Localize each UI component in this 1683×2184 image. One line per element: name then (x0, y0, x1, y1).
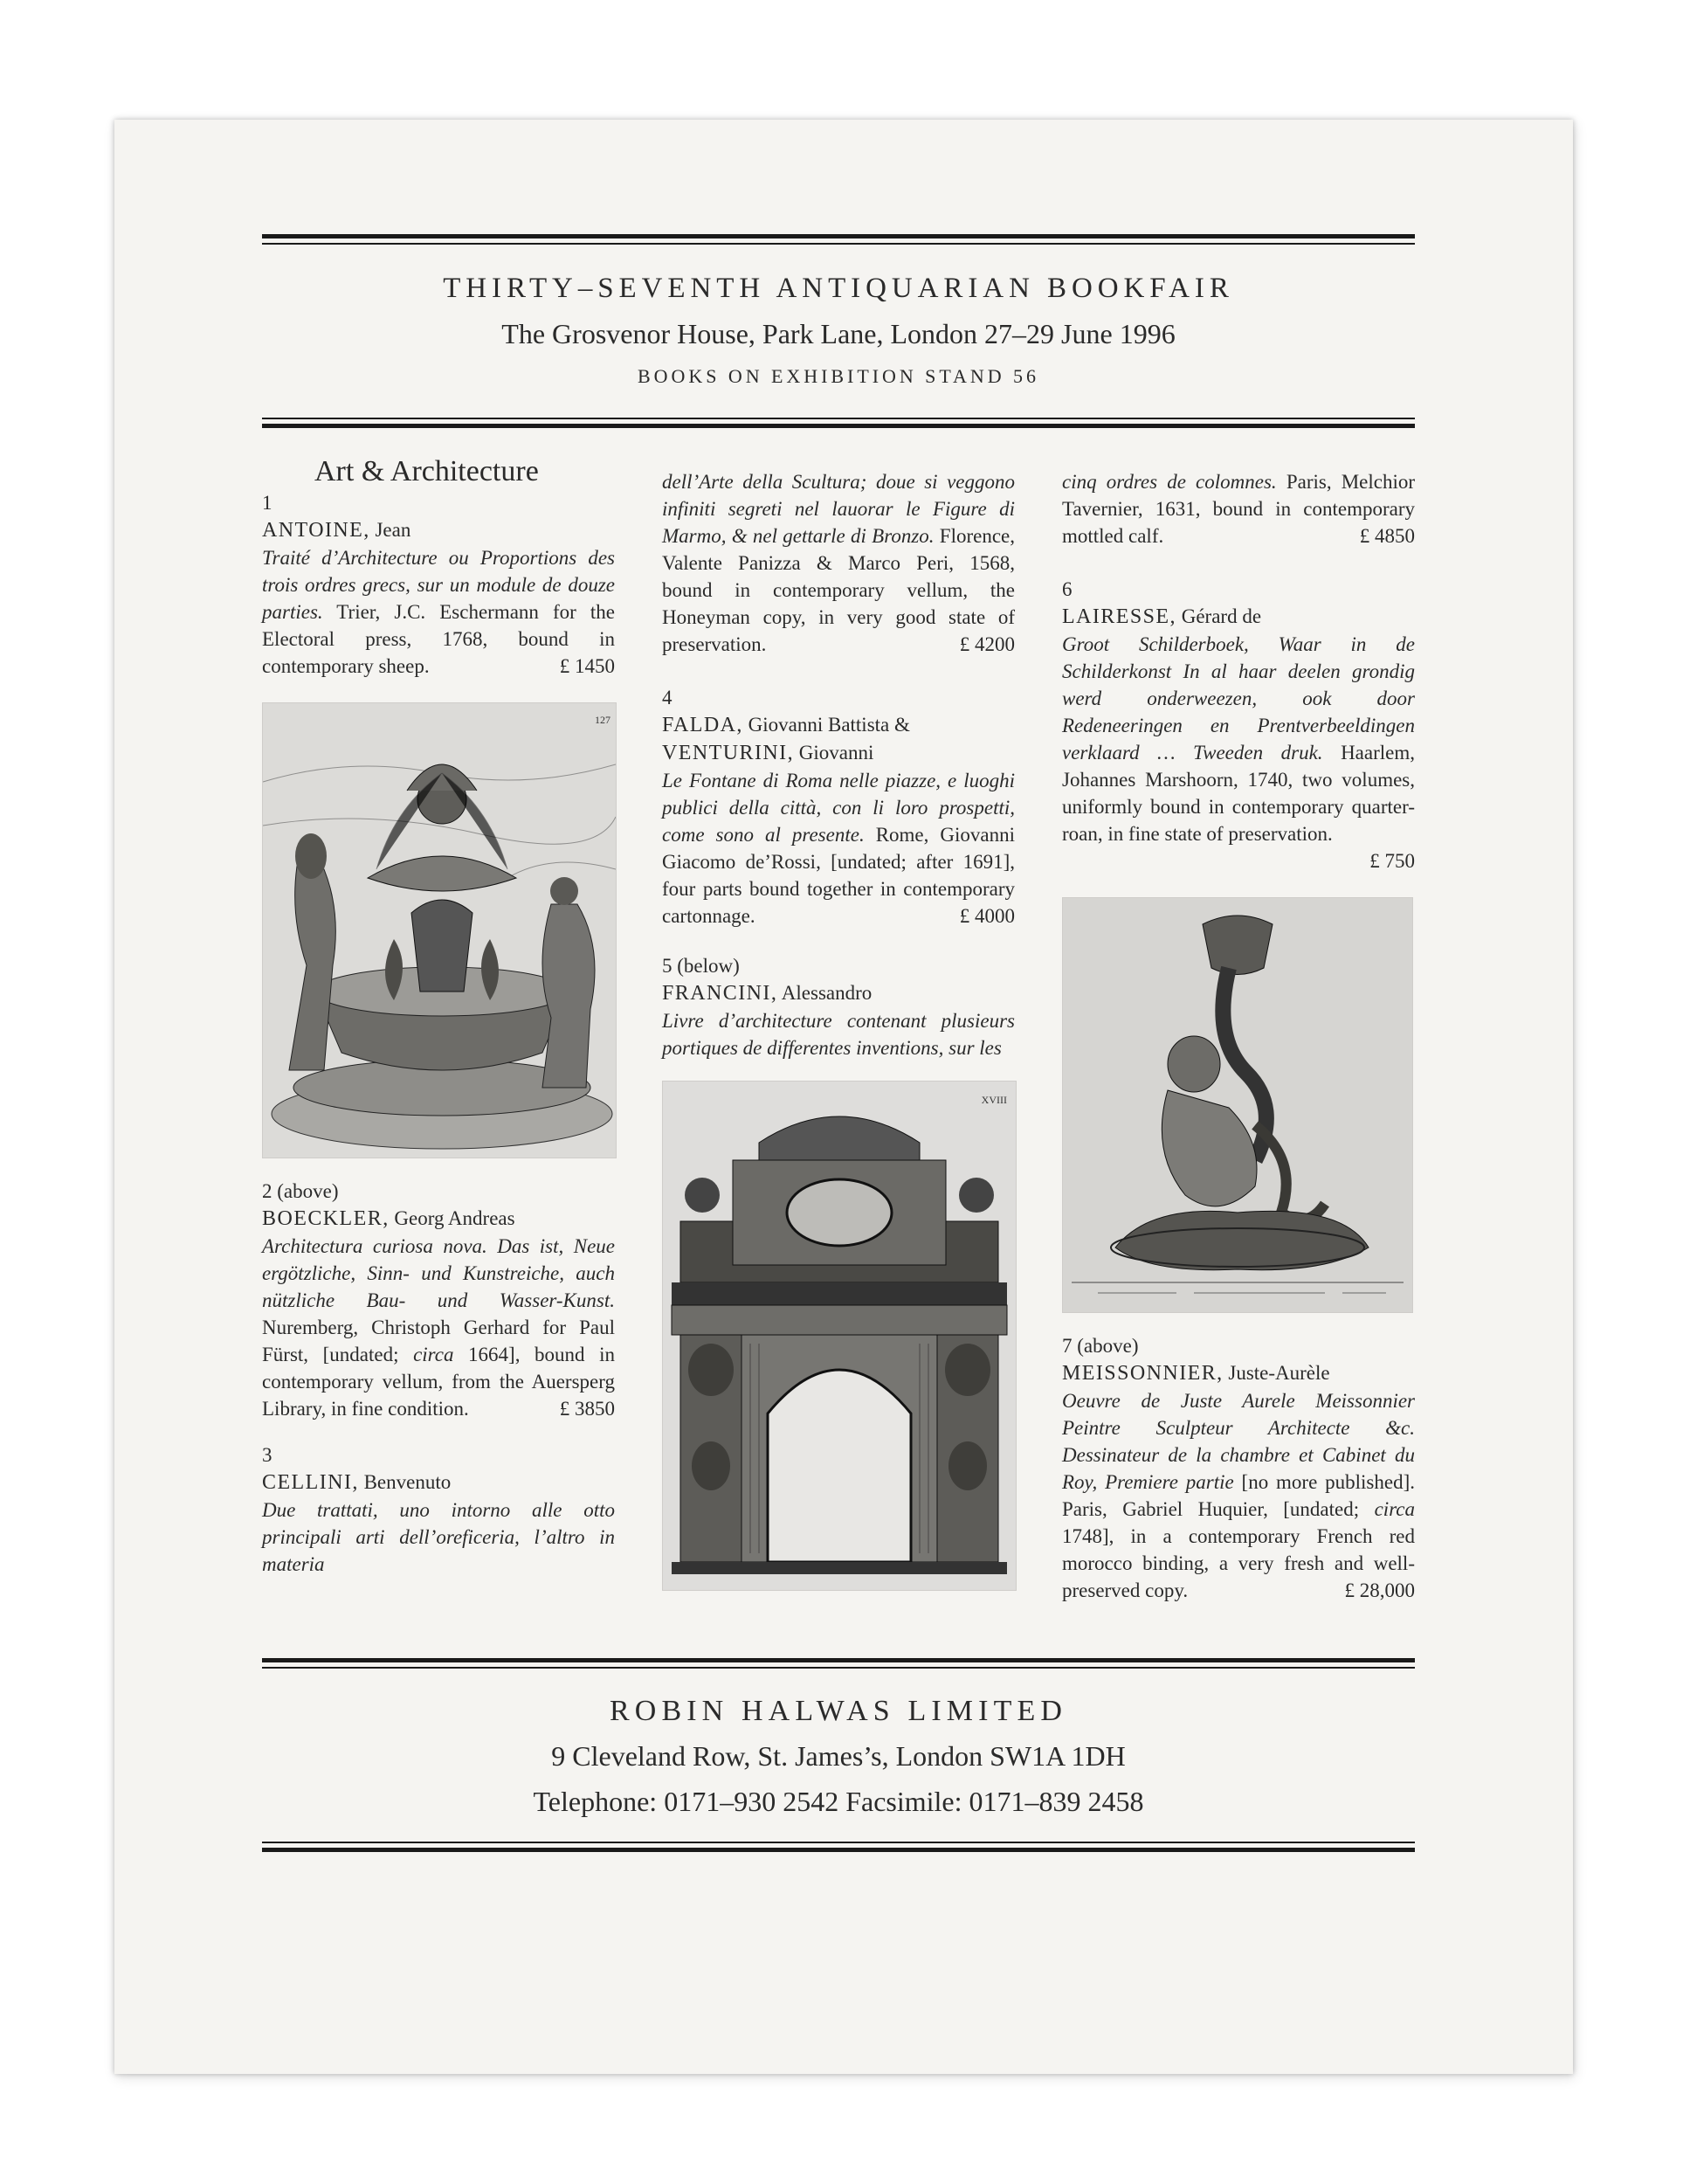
company-name: ROBIN HALWAS LIMITED (609, 1695, 1068, 1727)
stand-line: BOOKS ON EXHIBITION STAND 56 (638, 365, 1039, 387)
entry-3-title-start: Due trattati, uno intorno alle otto principali arti dell’oreficeria, l’altro in materia (262, 1499, 615, 1575)
entry-5-title-start: Livre d’architecture contenant plusieurs portiques de differentes inventions, sur les (662, 1010, 1015, 1059)
entry-1-author: ANTOINE, Jean (262, 519, 411, 542)
fair-venue: The Grosvenor House, Park Lane, London 27–29 June 1996 (501, 318, 1176, 349)
entry-3-description-cont: dell’Arte della Scultura; doue si veggono infiniti segreti nel lauorar le Figure di Marmo, & nel gettarle di Bronzo. Florence, Valente Panizza & Marco Peri, 1568, bound in contemporary vellum, the Honeyman copy, in very good state of preservation. £ 4200 (662, 468, 1015, 658)
candlestick-illustration (1063, 898, 1412, 1312)
entry-1-description: Traité d’Architecture ou Proportions des trois ordres grecs, sur un module de douze parties. Trier, J.C. Eschermann for the Electoral press, 1768, bound in contemporary sheep. £ 1450 (262, 544, 615, 680)
entry-6-number: 6 (1062, 578, 1073, 600)
entry-7-price: £ 28,000 (1344, 1579, 1415, 1601)
column-left (262, 454, 615, 1578)
entry-1-price: £ 1450 (559, 655, 615, 677)
entry-2-author: BOECKLER, Georg Andreas (262, 1207, 515, 1230)
entry-3-price: £ 4200 (959, 633, 1015, 655)
entry-5-price: £ 4850 (1359, 525, 1415, 547)
column-middle (662, 468, 1015, 1591)
footer-bottom-rule (262, 1842, 1415, 1852)
section-title: Art & Architecture (314, 455, 539, 487)
entry-5-number: 5 (below) (662, 955, 740, 977)
fountain-illustration (263, 703, 616, 1158)
portico-engraving (662, 1081, 1017, 1591)
entry-2-number: 2 (above) (262, 1180, 339, 1202)
column-right (1062, 468, 1415, 1604)
entry-7-description: Oeuvre de Juste Aurele Meissonnier Peintre Sculpteur Architecte &c. Dessinateur de la chambre et Cabinet du Roy, Premiere partie [no more published]. Paris, Gabriel Huquier, [undated; circa 1748], in a contemporary French red morocco binding, a very fresh and well-preserved copy. £ 28,000 (1062, 1387, 1415, 1604)
entry-2-price: £ 3850 (559, 1398, 615, 1420)
entry-6-description: Groot Schilderboek, Waar in de Schilderkonst In al haar deelen grondig werd onderweezen, ook door Redeneeringen en Prentverbeeldingen verklaard … Tweeden druk. Haarlem, Johannes Marshoorn, 1740, two volumes, uniformly bound in contemporary quarter-roan, in fine state of preservation. (1062, 633, 1415, 845)
portico-illustration (663, 1082, 1016, 1590)
entry-3-number: 3 (262, 1444, 272, 1466)
entry-4-author: FALDA, Giovanni Battista & (662, 714, 910, 736)
entry-6-author: LAIRESSE, Gérard de (1062, 605, 1262, 628)
entry-4-description: Le Fontane di Roma nelle piazze, e luoghi publici della città, con li loro prospetti, come sono al presente. Rome, Giovanni Giacomo de’Rossi, [undated; after 1691], four parts bound together in contemporary cartonnage. £ 4000 (662, 767, 1015, 930)
company-address: 9 Cleveland Row, St. James’s, London SW1A 1DH (551, 1740, 1126, 1772)
entry-7-number: 7 (above) (1062, 1335, 1139, 1357)
entry-4-number: 4 (662, 687, 673, 708)
footer-top-rule (262, 1658, 1415, 1669)
entry-6-price: £ 750 (1369, 850, 1415, 872)
candlestick-engraving (1062, 897, 1413, 1313)
entry-4-author-2: VENTURINI, Giovanni (662, 742, 874, 764)
portico-plate-number: XVIII (981, 1094, 1007, 1106)
entry-5-author: FRANCINI, Alessandro (662, 982, 873, 1005)
entry-7-author: MEISSONNIER, Juste-Aurèle (1062, 1362, 1330, 1385)
entry-3-author: CELLINI, Benvenuto (262, 1471, 452, 1494)
entry-4-price: £ 4000 (959, 905, 1015, 927)
company-contact: Telephone: 0171–930 2542 Facsimile: 0171–839 2458 (533, 1786, 1144, 1817)
entry-2-description: Architectura curiosa nova. Das ist, Neue ergötzliche, Sinn- und Kunstreiche, auch nützliche Bau- und Wasser-Kunst. Nuremberg, Christoph Gerhard for Paul Fürst, [undated; circa 1664], bound in contemporary vellum, from the Auersperg Library, in fine condition. £ 3850 (262, 1233, 615, 1422)
fair-title: THIRTY–SEVENTH ANTIQUARIAN BOOKFAIR (443, 273, 1234, 304)
entry-1-number: 1 (262, 492, 272, 514)
header-bottom-rule (262, 418, 1415, 428)
entry-5-description-cont: cinq ordres de colomnes. Paris, Melchior Tavernier, 1631, bound in contemporary mottled calf. £ 4850 (1062, 468, 1415, 549)
top-rule (262, 234, 1415, 245)
fountain-plate-number: 127 (595, 714, 610, 726)
fountain-engraving (262, 702, 617, 1158)
